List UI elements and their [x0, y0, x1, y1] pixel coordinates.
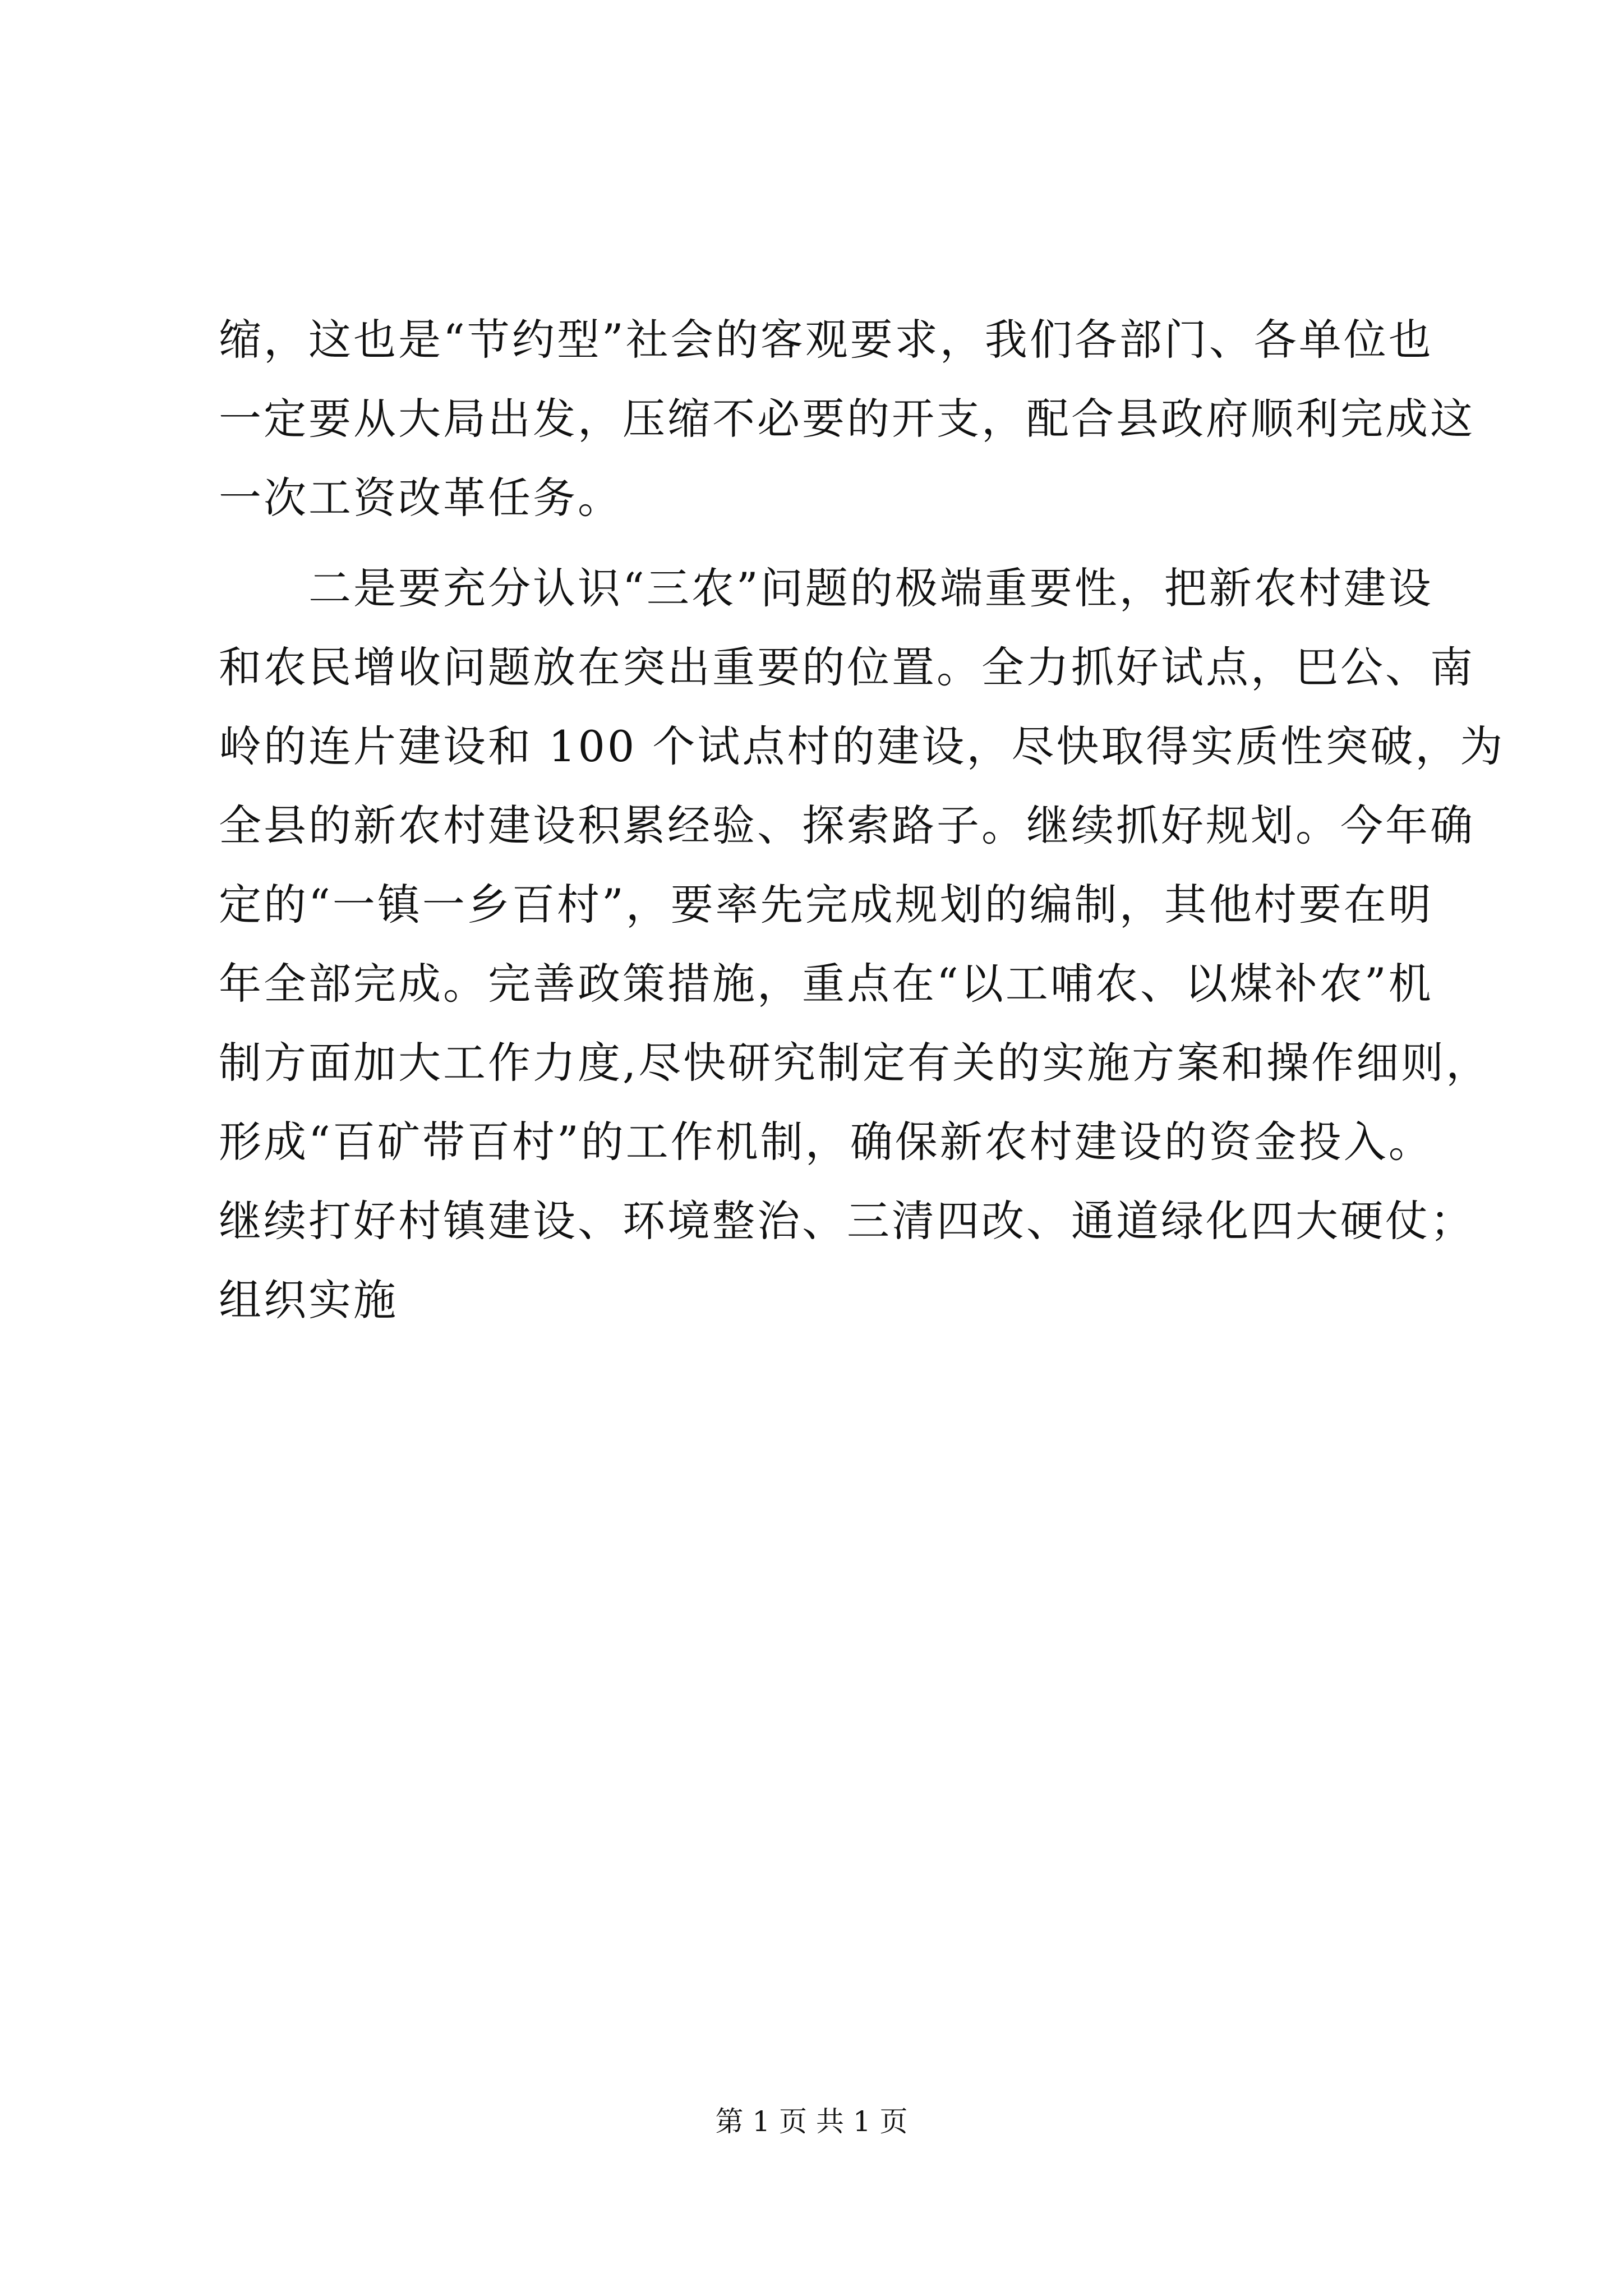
paragraph-1 — [219, 300, 1475, 537]
text-line: 年全部完成。完善政策措施，重点在“以工哺农、以煤补农”机 — [219, 959, 1433, 1009]
text-line: 岭的连片建设和 100 个试点村的建设，尽快取得实质性突破，为 — [219, 721, 1505, 771]
text-line: 和农民增收问题放在突出重要的位置。全力抓好试点，巴公、南 — [219, 642, 1475, 692]
text-line: 全县的新农村建设积累经验、探索路子。继续抓好规划。今年确 — [219, 800, 1475, 850]
text-line: 定的“一镇一乡百村”，要率先完成规划的编制，其他村要在明 — [219, 880, 1433, 930]
text-line: 二是要充分认识“三农”问题的极端重要性，把新农村建设 — [219, 563, 1433, 613]
text-line: 缩，这也是“节约型”社会的客观要求，我们各部门、各单位也 — [219, 315, 1433, 365]
text-line: 一次工资改革任务。 — [219, 473, 623, 523]
text-line: 制方面加大工作力度,尽快研究制定有关的实施方案和操作细则， — [219, 1038, 1491, 1088]
text-line: 形成“百矿带百村”的工作机制，确保新农村建设的资金投入。 — [219, 1117, 1433, 1167]
text-line: 继续打好村镇建设、环境整治、三清四改、通道绿化四大硬仗； — [219, 1196, 1475, 1246]
paragraph-2 — [219, 549, 1505, 1340]
page-number-footer: 第 1 页 共 1 页 — [715, 2105, 908, 2138]
text-line: 组织实施 — [219, 1275, 398, 1325]
body-text — [219, 300, 1505, 1340]
text-line: 一定要从大局出发，压缩不必要的开支，配合县政府顺利完成这 — [219, 394, 1475, 444]
